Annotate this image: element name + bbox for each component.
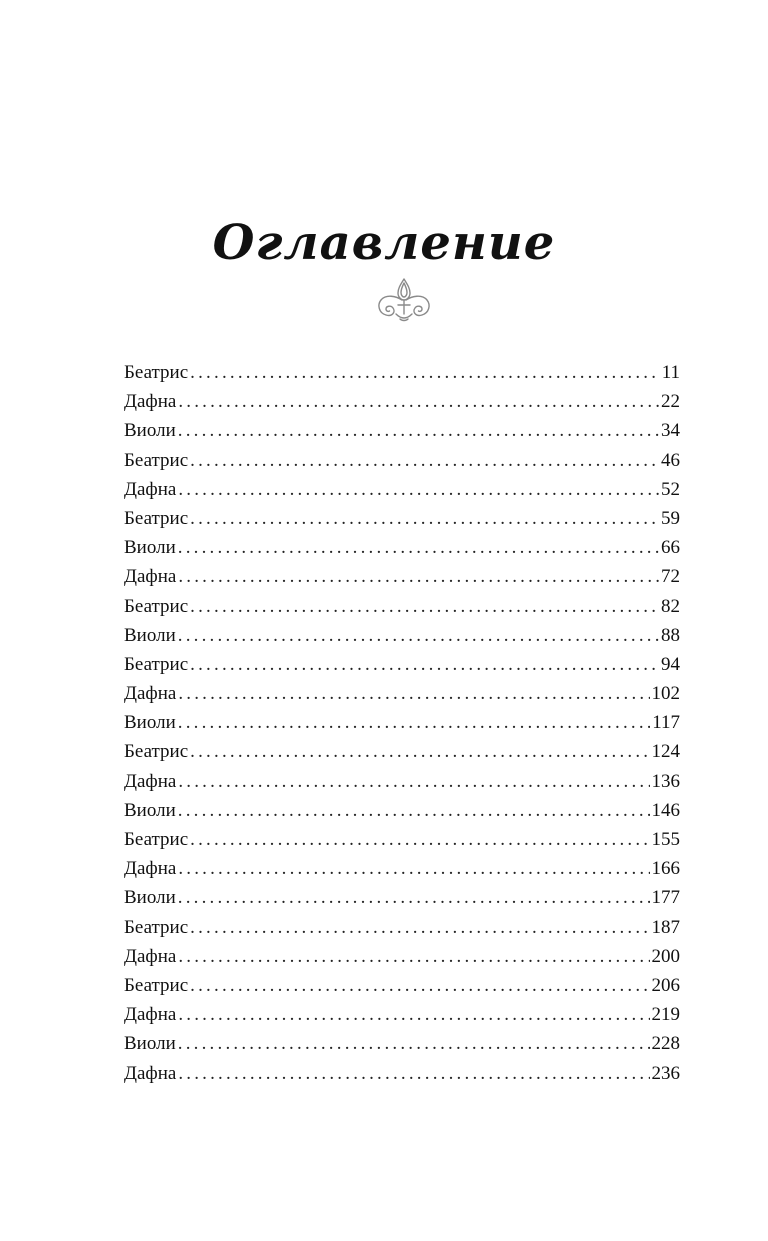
- toc-entry-title: Виоли: [124, 624, 176, 646]
- toc-entry-page-number: 146: [651, 799, 680, 821]
- dot-leader: [190, 592, 659, 621]
- toc-entry-title: Дафна: [124, 478, 177, 500]
- toc-entry[interactable]: [124, 592, 680, 621]
- dot-leader: [178, 1029, 650, 1058]
- toc-entry[interactable]: [124, 708, 680, 737]
- toc-entry-title: Беатрис: [124, 362, 189, 383]
- dot-leader: [178, 562, 659, 591]
- toc-entry[interactable]: [124, 446, 680, 475]
- dot-leader: [178, 621, 659, 650]
- toc-entry-title: Беатрис: [124, 595, 189, 617]
- toc-entry[interactable]: [124, 942, 680, 971]
- toc-entry-title: Беатрис: [124, 507, 189, 529]
- toc-entry-page-number: 59: [661, 507, 680, 529]
- toc-entry-title: Беатрис: [124, 449, 189, 471]
- dot-leader: [190, 650, 659, 679]
- toc-entry[interactable]: [124, 767, 680, 796]
- toc-entry-page-number: 66: [661, 537, 680, 559]
- toc-entry-title: Дафна: [124, 858, 177, 880]
- dot-leader: [178, 1059, 649, 1088]
- dot-leader: [178, 854, 649, 883]
- toc-entry-title: Беатрис: [124, 653, 189, 675]
- toc-entry-page-number: 102: [651, 683, 680, 705]
- toc-entry-page-number: 117: [652, 712, 680, 734]
- page-title: Оглавление: [212, 215, 556, 272]
- toc-entry-page-number: 11: [661, 362, 680, 383]
- toc-entry-title: Беатрис: [124, 974, 189, 996]
- toc-entry-page-number: 82: [661, 595, 680, 617]
- toc-entry[interactable]: [124, 1000, 680, 1029]
- toc-entry-page-number: 206: [651, 974, 680, 996]
- table-of-contents: [124, 358, 680, 1088]
- dot-leader: [190, 446, 659, 475]
- toc-entry-title: Виоли: [124, 537, 176, 559]
- toc-entry-page-number: 166: [651, 858, 680, 880]
- toc-entry-title: Беатрис: [124, 829, 189, 850]
- toc-entry-title: Дафна: [124, 945, 177, 967]
- dot-leader: [178, 416, 659, 445]
- toc-entry-page-number: 187: [651, 916, 680, 938]
- toc-entry[interactable]: [124, 504, 680, 533]
- toc-entry-title: Виоли: [124, 420, 176, 442]
- toc-entry[interactable]: [124, 358, 680, 387]
- toc-entry-title: Дафна: [124, 770, 177, 792]
- toc-entry[interactable]: [124, 913, 680, 942]
- toc-entry-page-number: 46: [661, 449, 680, 471]
- dot-leader: [178, 475, 659, 504]
- dot-leader: [178, 679, 649, 708]
- toc-entry-page-number: 236: [651, 1062, 680, 1084]
- toc-entry[interactable]: [124, 883, 680, 912]
- toc-entry-page-number: 34: [661, 420, 680, 442]
- toc-entry[interactable]: [124, 825, 680, 854]
- dot-leader: [190, 971, 649, 1000]
- toc-entry-title: Дафна: [124, 1004, 177, 1026]
- dot-leader: [178, 533, 659, 562]
- dot-leader: [190, 913, 649, 942]
- toc-entry[interactable]: [124, 621, 680, 650]
- dot-leader: [178, 883, 650, 912]
- toc-entry-title: Беатрис: [124, 741, 189, 763]
- dot-leader: [190, 825, 649, 854]
- toc-entry[interactable]: [124, 416, 680, 445]
- toc-entry[interactable]: [124, 387, 680, 416]
- dot-leader: [190, 504, 659, 533]
- toc-entry-title: Беатрис: [124, 916, 189, 938]
- toc-entry-title: Виоли: [124, 887, 176, 909]
- toc-entry[interactable]: [124, 650, 680, 679]
- toc-entry-page-number: 94: [661, 653, 680, 675]
- dot-leader: [178, 708, 650, 737]
- toc-entry[interactable]: [124, 475, 680, 504]
- toc-entry[interactable]: [124, 679, 680, 708]
- toc-entry-title: Виоли: [124, 712, 176, 734]
- dot-leader: [190, 358, 660, 387]
- toc-entry-page-number: 200: [651, 945, 680, 967]
- dot-leader: [178, 942, 649, 971]
- toc-entry-title: Дафна: [124, 566, 177, 588]
- toc-entry[interactable]: [124, 1059, 680, 1088]
- toc-entry-page-number: 22: [661, 391, 680, 413]
- fleuron-ornament-icon: [374, 276, 434, 324]
- toc-entry[interactable]: [124, 1029, 680, 1058]
- toc-entry[interactable]: [124, 971, 680, 1000]
- dot-leader: [190, 737, 649, 766]
- toc-entry-page-number: 136: [651, 770, 680, 792]
- toc-entry[interactable]: [124, 796, 680, 825]
- toc-entry-title: Виоли: [124, 799, 176, 821]
- toc-entry-title: Виоли: [124, 1033, 176, 1055]
- toc-entry-page-number: 52: [661, 478, 680, 500]
- dot-leader: [178, 387, 659, 416]
- toc-entry[interactable]: [124, 562, 680, 591]
- dot-leader: [178, 1000, 649, 1029]
- toc-entry[interactable]: [124, 737, 680, 766]
- toc-entry-page-number: 155: [651, 829, 680, 850]
- dot-leader: [178, 767, 649, 796]
- toc-entry-page-number: 88: [661, 624, 680, 646]
- toc-entry-page-number: 124: [651, 741, 680, 763]
- toc-entry-title: Дафна: [124, 1062, 177, 1084]
- toc-entry-title: Дафна: [124, 683, 177, 705]
- toc-entry-page-number: 219: [651, 1004, 680, 1026]
- toc-entry-page-number: 177: [651, 887, 680, 909]
- toc-entry-title: Дафна: [124, 391, 177, 413]
- dot-leader: [178, 796, 650, 825]
- toc-entry[interactable]: [124, 533, 680, 562]
- toc-entry-page-number: 72: [661, 566, 680, 588]
- toc-entry[interactable]: [124, 854, 680, 883]
- toc-entry-page-number: 228: [651, 1033, 680, 1055]
